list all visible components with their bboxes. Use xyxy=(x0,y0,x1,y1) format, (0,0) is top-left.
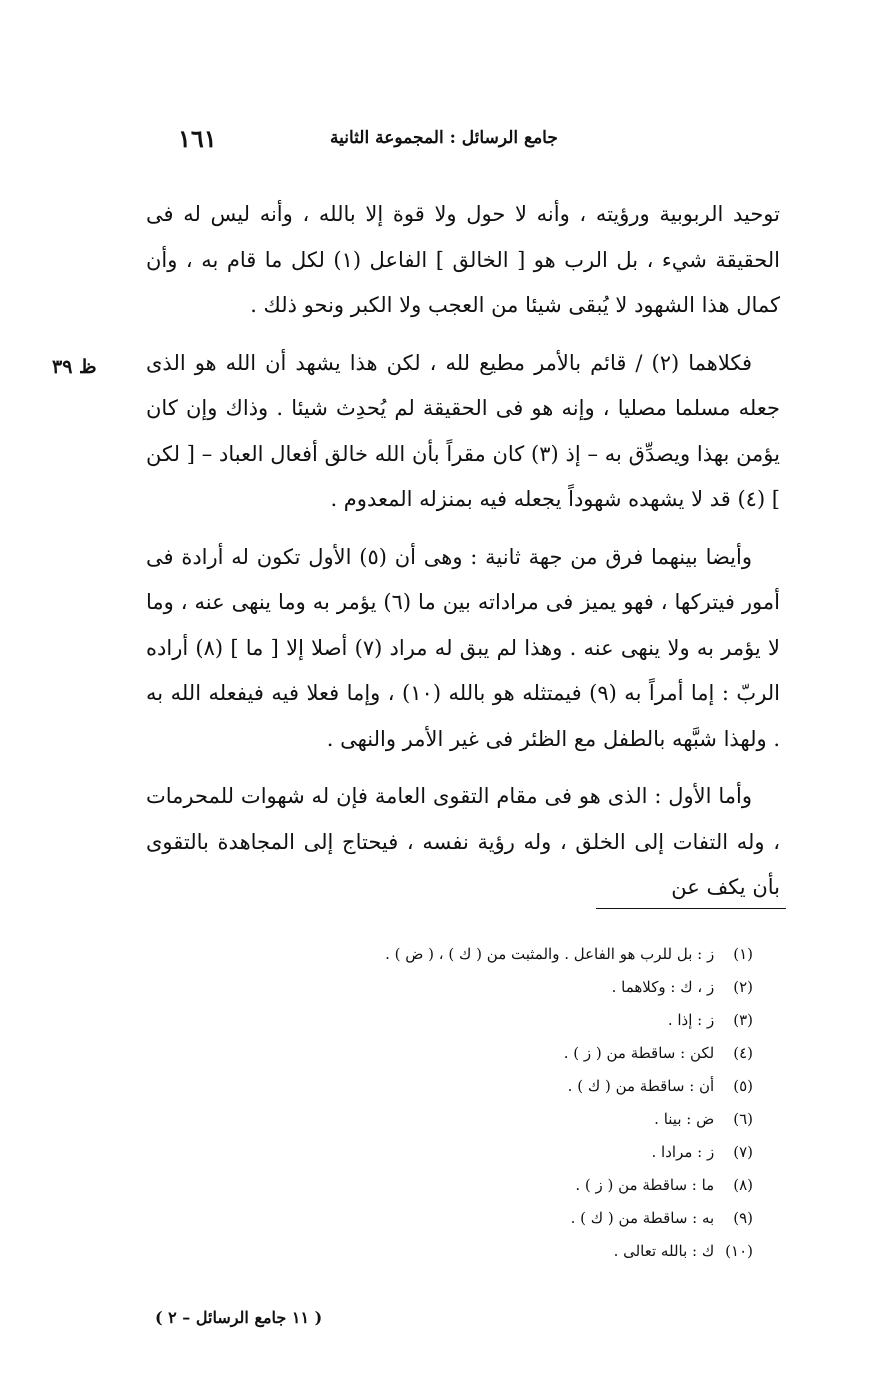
footnote-text: ز : بل للرب هو الفاعل . والمثبت من ( ك ) ، ( ض ) . xyxy=(385,945,715,963)
footnote xyxy=(293,1037,753,1070)
paragraph: وأما الأول : الذى هو فى مقام التقوى العامة فإن له شهوات للمحرمات ، وله التفات إلى الخلق ، وله رؤية نفسه ، فيحتاج إلى المجاهدة بالتقوى بأن يكف عن xyxy=(146,784,780,899)
footnote-text: ض : بينا . xyxy=(654,1110,715,1128)
footnote-number: (٦) xyxy=(733,1110,753,1128)
page-number: ١٦١ xyxy=(178,124,217,153)
footnote-number: (١) xyxy=(733,945,753,963)
footnote-number: (٨) xyxy=(733,1176,753,1194)
footnote-number: (٣) xyxy=(733,1011,753,1029)
footnote xyxy=(293,1136,753,1169)
page-footer-signature: ( ١١ جامع الرسائل – ٢ ) xyxy=(155,1308,323,1327)
footnote-text: لكن : ساقطة من ( ز ) . xyxy=(563,1044,715,1062)
footnote-number: (٧) xyxy=(733,1143,753,1161)
footnote-separator xyxy=(596,908,786,909)
footnote-number: (٥) xyxy=(733,1077,753,1095)
margin-folio-note: ظ ٣٩ xyxy=(52,356,97,378)
running-title: جامع الرسائل : المجموعة الثانية xyxy=(330,128,558,148)
footnote xyxy=(293,1169,753,1202)
main-text xyxy=(146,192,780,923)
footnotes xyxy=(293,938,753,1268)
paragraph: فكلاهما (٢) / قائم بالأمر مطيع لله ، لكن هذا يشهد أن الله هو الذى جعله مسلما مصليا ، وإنه هو فى الحقيقة لم يُحدِث شيئا . وذاك وإن كان يؤمن بهذا ويصدِّق به – إذ (٣) كان مقراً بأن الله خالق أفعال العباد – [ لكن ] (٤) قد لا يشهده شهوداً يجعله فيه بمنزله المعدوم . xyxy=(146,350,780,511)
footnote xyxy=(293,971,753,1004)
page-header xyxy=(150,124,790,158)
footnote xyxy=(293,938,753,971)
footnote-text: ز : إذا . xyxy=(667,1011,715,1029)
footnote-number: (١٠) xyxy=(725,1242,753,1260)
footnote-text: ز : مرادا . xyxy=(651,1143,715,1161)
footnote xyxy=(293,1004,753,1037)
footnote-text: ك : بالله تعالى . xyxy=(613,1242,715,1260)
paragraph: توحيد الربوبية ورؤيته ، وأنه لا حول ولا قوة إلا بالله ، وأنه ليس له فى الحقيقة شيء ، بل الرب هو [ الخالق ] الفاعل (١) لكل ما قام به ، وأن كمال هذا الشهود لا يُبقى شيئا من العجب ولا الكبر ونحو ذلك . xyxy=(146,202,781,317)
footnote-number: (٩) xyxy=(733,1209,753,1227)
footnote-number: (٤) xyxy=(733,1044,753,1062)
footnote xyxy=(293,1202,753,1235)
footnote-text: أن : ساقطة من ( ك ) . xyxy=(567,1077,715,1095)
footnote xyxy=(293,1070,753,1103)
footnote-text: ز ، ك : وكلاهما . xyxy=(611,978,715,996)
paragraph: وأيضا بينهما فرق من جهة ثانية : وهى أن (٥) الأول تكون له أرادة فى أمور فيتركها ، فهو يميز فى مراداته بين ما (٦) يؤمر به وما ينهى عنه ، وما لا يؤمر به ولا ينهى عنه . وهذا لم يبق له مراد (٧) أصلا إلا [ ما ] (٨) أراده الربّ : إما أمراً به (٩) فيمتثله هو بالله (١٠) ، وإما فعلا فيه فيفعله الله به . ولهذا شبَّهه بالطفل مع الظئر فى غير الأمر والنهى . xyxy=(146,544,781,751)
footnote xyxy=(293,1103,753,1136)
footnote-number: (٢) xyxy=(733,978,753,996)
footnote xyxy=(293,1235,753,1268)
footnote-text: ما : ساقطة من ( ز ) . xyxy=(575,1176,715,1194)
footnote-text: به : ساقطة من ( ك ) . xyxy=(570,1209,715,1227)
